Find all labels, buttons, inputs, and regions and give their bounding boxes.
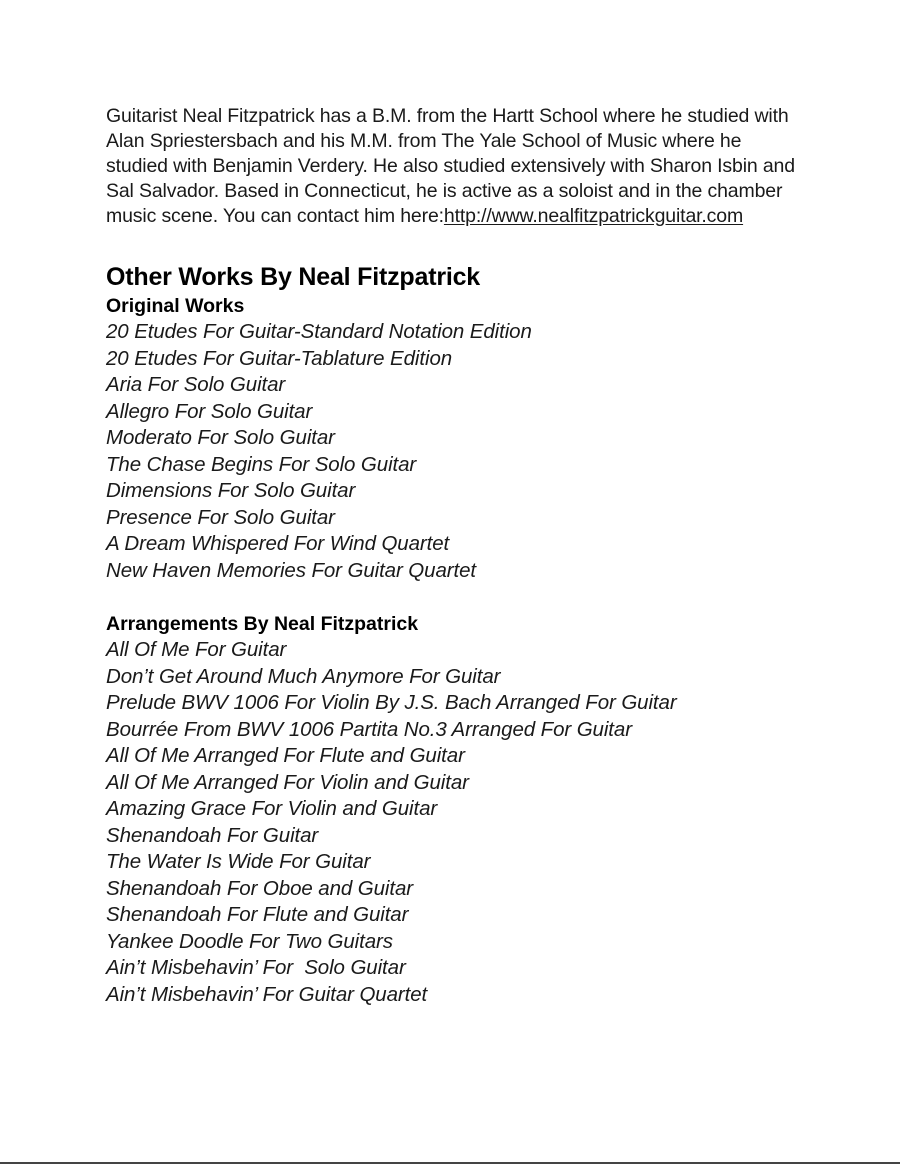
arrangement-item: Bourrée From BWV 1006 Partita No.3 Arranged For Guitar	[106, 717, 632, 741]
arrangements-list	[106, 637, 806, 1008]
arrangement-item: The Water Is Wide For Guitar	[106, 850, 371, 873]
arrangement-item: All Of Me Arranged For Violin and Guitar	[106, 770, 469, 794]
arrangement-item: Shenandoah For Flute and Guitar	[106, 903, 409, 926]
arrangement-item: Prelude BWV 1006 For Violin By J.S. Bach Arranged For Guitar	[106, 691, 677, 714]
other-works-heading: Other Works By Neal Fitzpatrick	[106, 263, 481, 291]
arrangement-item: Shenandoah For Guitar	[106, 823, 319, 847]
original-work-item: Dimensions For Solo Guitar	[106, 479, 356, 502]
original-work-item: The Chase Begins For Solo Guitar	[106, 452, 417, 476]
original-work-item: 20 Etudes For Guitar-Tablature Edition	[106, 346, 453, 370]
original-work-item: A Dream Whispered For Wind Quartet	[106, 532, 450, 555]
original-work-item: 20 Etudes For Guitar-Standard Notation Edition	[106, 320, 532, 343]
arrangements-heading: Arrangements By Neal Fitzpatrick	[106, 613, 419, 635]
original-work-item: Moderato For Solo Guitar	[106, 426, 335, 449]
arrangement-item: Ain’t Misbehavin’ For Guitar Quartet	[106, 982, 428, 1006]
arrangement-item: All Of Me For Guitar	[106, 638, 287, 661]
website-link[interactable]: http://www.nealfitzpatrickguitar.com	[443, 205, 744, 227]
original-work-item: Allegro For Solo Guitar	[106, 399, 313, 423]
bio-paragraph	[106, 104, 806, 229]
arrangement-item: Amazing Grace For Violin and Guitar	[106, 797, 438, 820]
arrangement-item: Don’t Get Around Much Anymore For Guitar	[106, 664, 501, 688]
arrangement-item: Shenandoah For Oboe and Guitar	[106, 876, 413, 900]
arrangement-item: Ain’t Misbehavin’ For Solo Guitar	[106, 956, 406, 979]
original-works-list	[106, 319, 806, 584]
document-page	[106, 104, 806, 1008]
original-works-heading: Original Works	[106, 295, 245, 317]
original-work-item: New Haven Memories For Guitar Quartet	[106, 558, 476, 582]
arrangement-item: All Of Me Arranged For Flute and Guitar	[106, 744, 465, 767]
original-work-item: Presence For Solo Guitar	[106, 505, 335, 529]
bio-text: Guitarist Neal Fitzpatrick has a B.M. from the Hartt School where he studied with Alan Spriestersbach and his M.M. from The Yale School of Music where he studied with Benjamin Verdery. He also studied extensively with Sharon Isbin and Sal Salvador. Based in Connecticut, he is active as a soloist and in the chamber music scene. You can contact him here:	[106, 105, 795, 227]
arrangement-item: Yankee Doodle For Two Guitars	[106, 929, 393, 953]
original-work-item: Aria For Solo Guitar	[106, 373, 286, 396]
